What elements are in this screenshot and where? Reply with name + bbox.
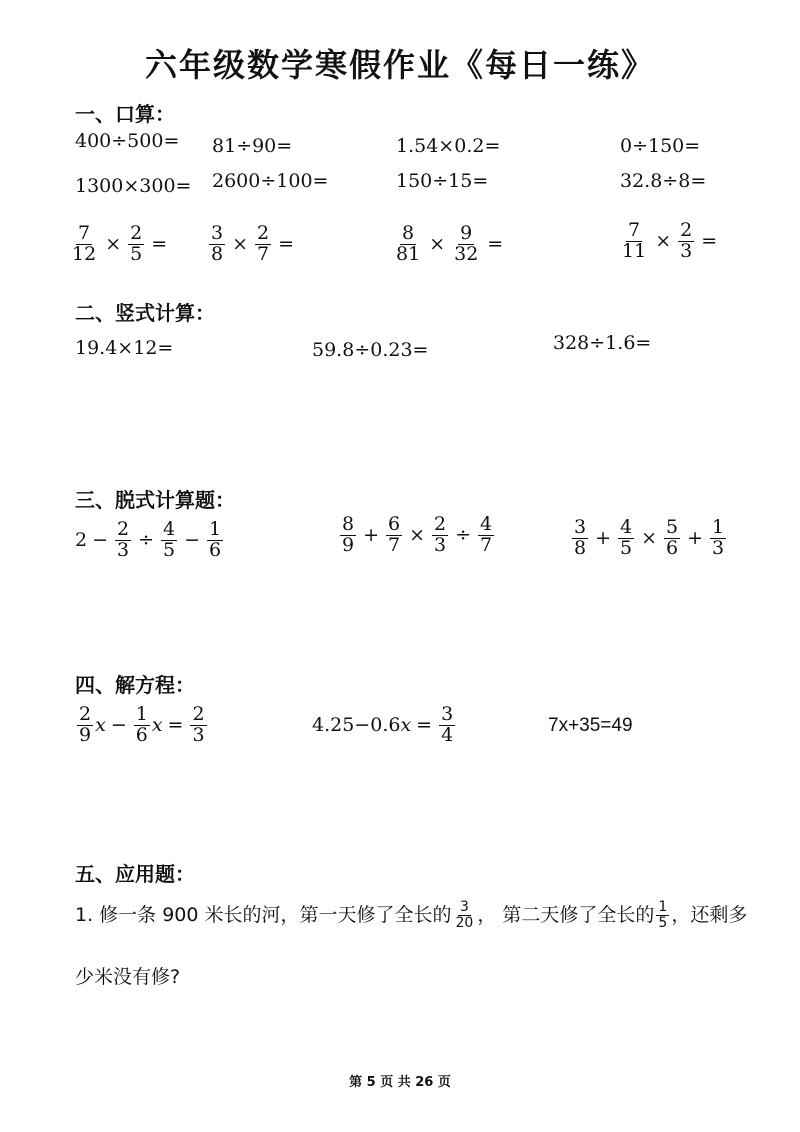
oral-fraction-problem (618, 221, 722, 262)
numerator: 3 (574, 516, 587, 538)
oral-fraction-problem (68, 224, 172, 265)
operator: × (105, 233, 122, 256)
section-heading-vertical: 二、竖式计算： (75, 301, 215, 325)
oral-problem: 32.8÷8= (620, 170, 707, 192)
vertical-problem: 19.4×12= (75, 337, 174, 359)
denominator: 6 (135, 723, 148, 746)
problem-text: ， 第二天修了全长的 (477, 904, 655, 926)
numerator: 3 (211, 222, 224, 244)
numerator: 2 (434, 513, 447, 535)
denominator: 3 (192, 723, 205, 746)
oral-fraction-problem (392, 224, 508, 265)
denominator: 81 (396, 242, 421, 265)
numerator: 3 (441, 703, 454, 725)
oral-problem: 400÷500= (75, 130, 180, 152)
numerator: 8 (402, 222, 415, 244)
numerator: 2 (257, 222, 270, 244)
denominator: 12 (72, 242, 97, 265)
numerator: 2 (192, 703, 205, 725)
operator: ÷ (138, 529, 155, 552)
problem-text: ，还剩多 (671, 904, 748, 926)
oral-problem: 2600÷100= (212, 170, 329, 192)
denominator: 8 (211, 242, 224, 265)
numerator: 2 (79, 703, 92, 725)
denominator: 9 (342, 533, 355, 556)
numerator: 2 (130, 222, 143, 244)
numerator: 9 (460, 222, 473, 244)
operator: + (363, 524, 380, 547)
denominator: 3 (680, 239, 693, 262)
denominator: 6 (209, 538, 222, 561)
stepwise-problem (338, 515, 496, 556)
application-problem (75, 900, 775, 931)
oral-problem: 0÷150= (620, 135, 701, 157)
operator: ÷ (455, 524, 472, 547)
operator: − (110, 714, 127, 737)
operator: × (232, 233, 249, 256)
oral-problem: 81÷90= (212, 135, 293, 157)
operator: × (655, 230, 672, 253)
operator: − (184, 529, 201, 552)
equals-sign: = (278, 233, 295, 256)
equals-sign: = (151, 233, 168, 256)
numerator: 3 (459, 899, 469, 916)
oral-problem: 1.54×0.2= (396, 135, 501, 157)
denominator: 3 (117, 538, 130, 561)
numerator: 6 (388, 513, 401, 535)
numerator: 1 (712, 516, 725, 538)
section-heading-application: 五、应用题： (75, 862, 195, 886)
numerator: 1 (209, 518, 222, 540)
problem-text-continued: 少米没有修? (75, 966, 181, 988)
operator: − (92, 529, 109, 552)
section-heading-stepwise: 三、脱式计算题： (75, 488, 235, 512)
denominator: 9 (79, 723, 92, 746)
denominator: 4 (441, 723, 454, 746)
oral-problem: 1300×300= (75, 175, 192, 197)
denominator: 32 (454, 242, 479, 265)
numerator: 1 (658, 899, 668, 916)
denominator: 3 (712, 536, 725, 559)
variable: x (95, 714, 106, 737)
equation (75, 705, 209, 746)
oral-problem: 150÷15= (396, 170, 489, 192)
numerator: 4 (620, 516, 633, 538)
vertical-problem: 59.8÷0.23= (312, 339, 429, 361)
numerator: 2 (117, 518, 130, 540)
section-heading-equations: 四、解方程： (75, 673, 195, 697)
numerator: 8 (342, 513, 355, 535)
page-title: 六年级数学寒假作业《每日一练》 (144, 46, 655, 84)
equation-lhs: 4.25−0.6 (312, 714, 401, 737)
operator: + (595, 527, 612, 550)
denominator: 5 (620, 536, 633, 559)
operator: × (641, 527, 658, 550)
denominator: 6 (666, 536, 679, 559)
denominator: 8 (574, 536, 587, 559)
equals-sign: = (701, 230, 718, 253)
numerator: 1 (135, 703, 148, 725)
denominator: 7 (388, 533, 401, 556)
denominator: 7 (480, 533, 493, 556)
numerator: 5 (666, 516, 679, 538)
numerator: 4 (480, 513, 493, 535)
vertical-problem: 328÷1.6= (553, 332, 652, 354)
numerator: 7 (628, 219, 641, 241)
numerator: 7 (78, 222, 91, 244)
section-heading-oral: 一、口算： (75, 102, 175, 126)
integer: 2 (75, 529, 88, 552)
numerator: 4 (163, 518, 176, 540)
denominator: 20 (455, 915, 474, 931)
denominator: 3 (434, 533, 447, 556)
operator: + (687, 527, 704, 550)
equals-sign: = (416, 714, 433, 737)
denominator: 7 (257, 242, 270, 265)
variable: x (400, 714, 412, 737)
denominator: 5 (163, 538, 176, 561)
stepwise-problem (75, 520, 225, 561)
denominator: 5 (130, 242, 143, 265)
numerator: 2 (680, 219, 693, 241)
variable: x (151, 714, 163, 737)
equation: 7x+35=49 (548, 715, 633, 736)
denominator: 5 (658, 915, 668, 931)
equals-sign: = (167, 714, 184, 737)
equals-sign: = (487, 233, 504, 256)
denominator: 11 (622, 239, 647, 262)
problem-text: 1. 修一条 900 米长的河，第一天修了全长的 (75, 904, 452, 926)
stepwise-problem (570, 518, 728, 559)
equation (312, 705, 457, 746)
page-footer: 第 5 页 共 26 页 (349, 1075, 451, 1090)
oral-fraction-problem (207, 224, 299, 265)
operator: × (409, 524, 426, 547)
operator: × (429, 233, 446, 256)
